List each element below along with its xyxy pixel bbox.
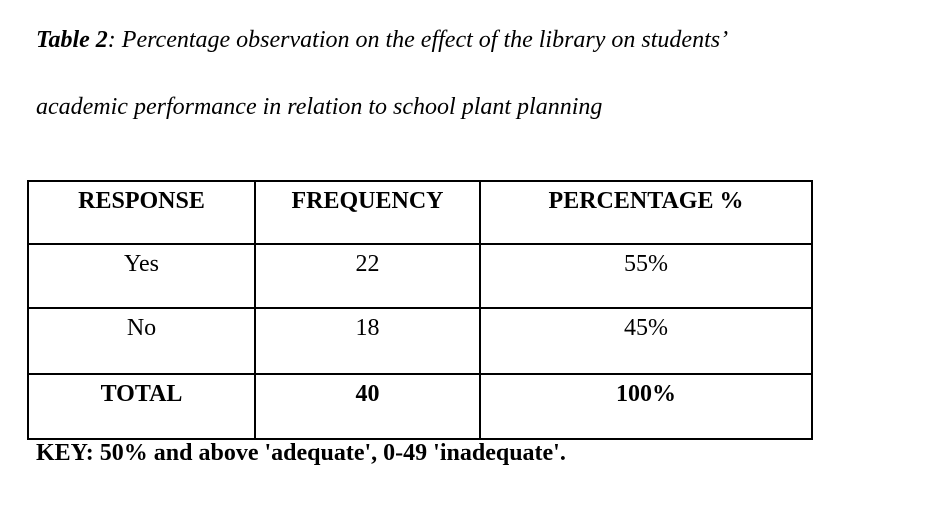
cell-response-no: No bbox=[28, 308, 255, 374]
table-row-no bbox=[28, 308, 812, 374]
cell-frequency-total: 40 bbox=[255, 374, 480, 439]
cell-response-yes: Yes bbox=[28, 244, 255, 308]
header-frequency: FREQUENCY bbox=[255, 181, 480, 244]
cell-frequency-yes: 22 bbox=[255, 244, 480, 308]
table-caption-line2: academic performance in relation to school plant planning bbox=[36, 94, 603, 120]
cell-percentage-no: 45% bbox=[480, 308, 812, 374]
table-caption-line1 bbox=[36, 27, 900, 54]
header-response: RESPONSE bbox=[28, 181, 255, 244]
cell-frequency-no: 18 bbox=[255, 308, 480, 374]
header-percentage: PERCENTAGE % bbox=[480, 181, 812, 244]
table-caption-label: Table 2 bbox=[36, 27, 108, 53]
table-row-yes bbox=[28, 244, 812, 308]
table-header-row bbox=[28, 181, 812, 244]
observation-table bbox=[27, 180, 813, 440]
table-caption-text: Percentage observation on the effect of the library on students’ bbox=[121, 27, 729, 53]
cell-percentage-total: 100% bbox=[480, 374, 812, 439]
cell-percentage-yes: 55% bbox=[480, 244, 812, 308]
cell-response-total: TOTAL bbox=[28, 374, 255, 439]
table-row-total bbox=[28, 374, 812, 439]
key-note: KEY: 50% and above 'adequate', 0-49 'inadequate'. bbox=[36, 440, 566, 466]
table-caption-separator: : bbox=[107, 27, 122, 53]
